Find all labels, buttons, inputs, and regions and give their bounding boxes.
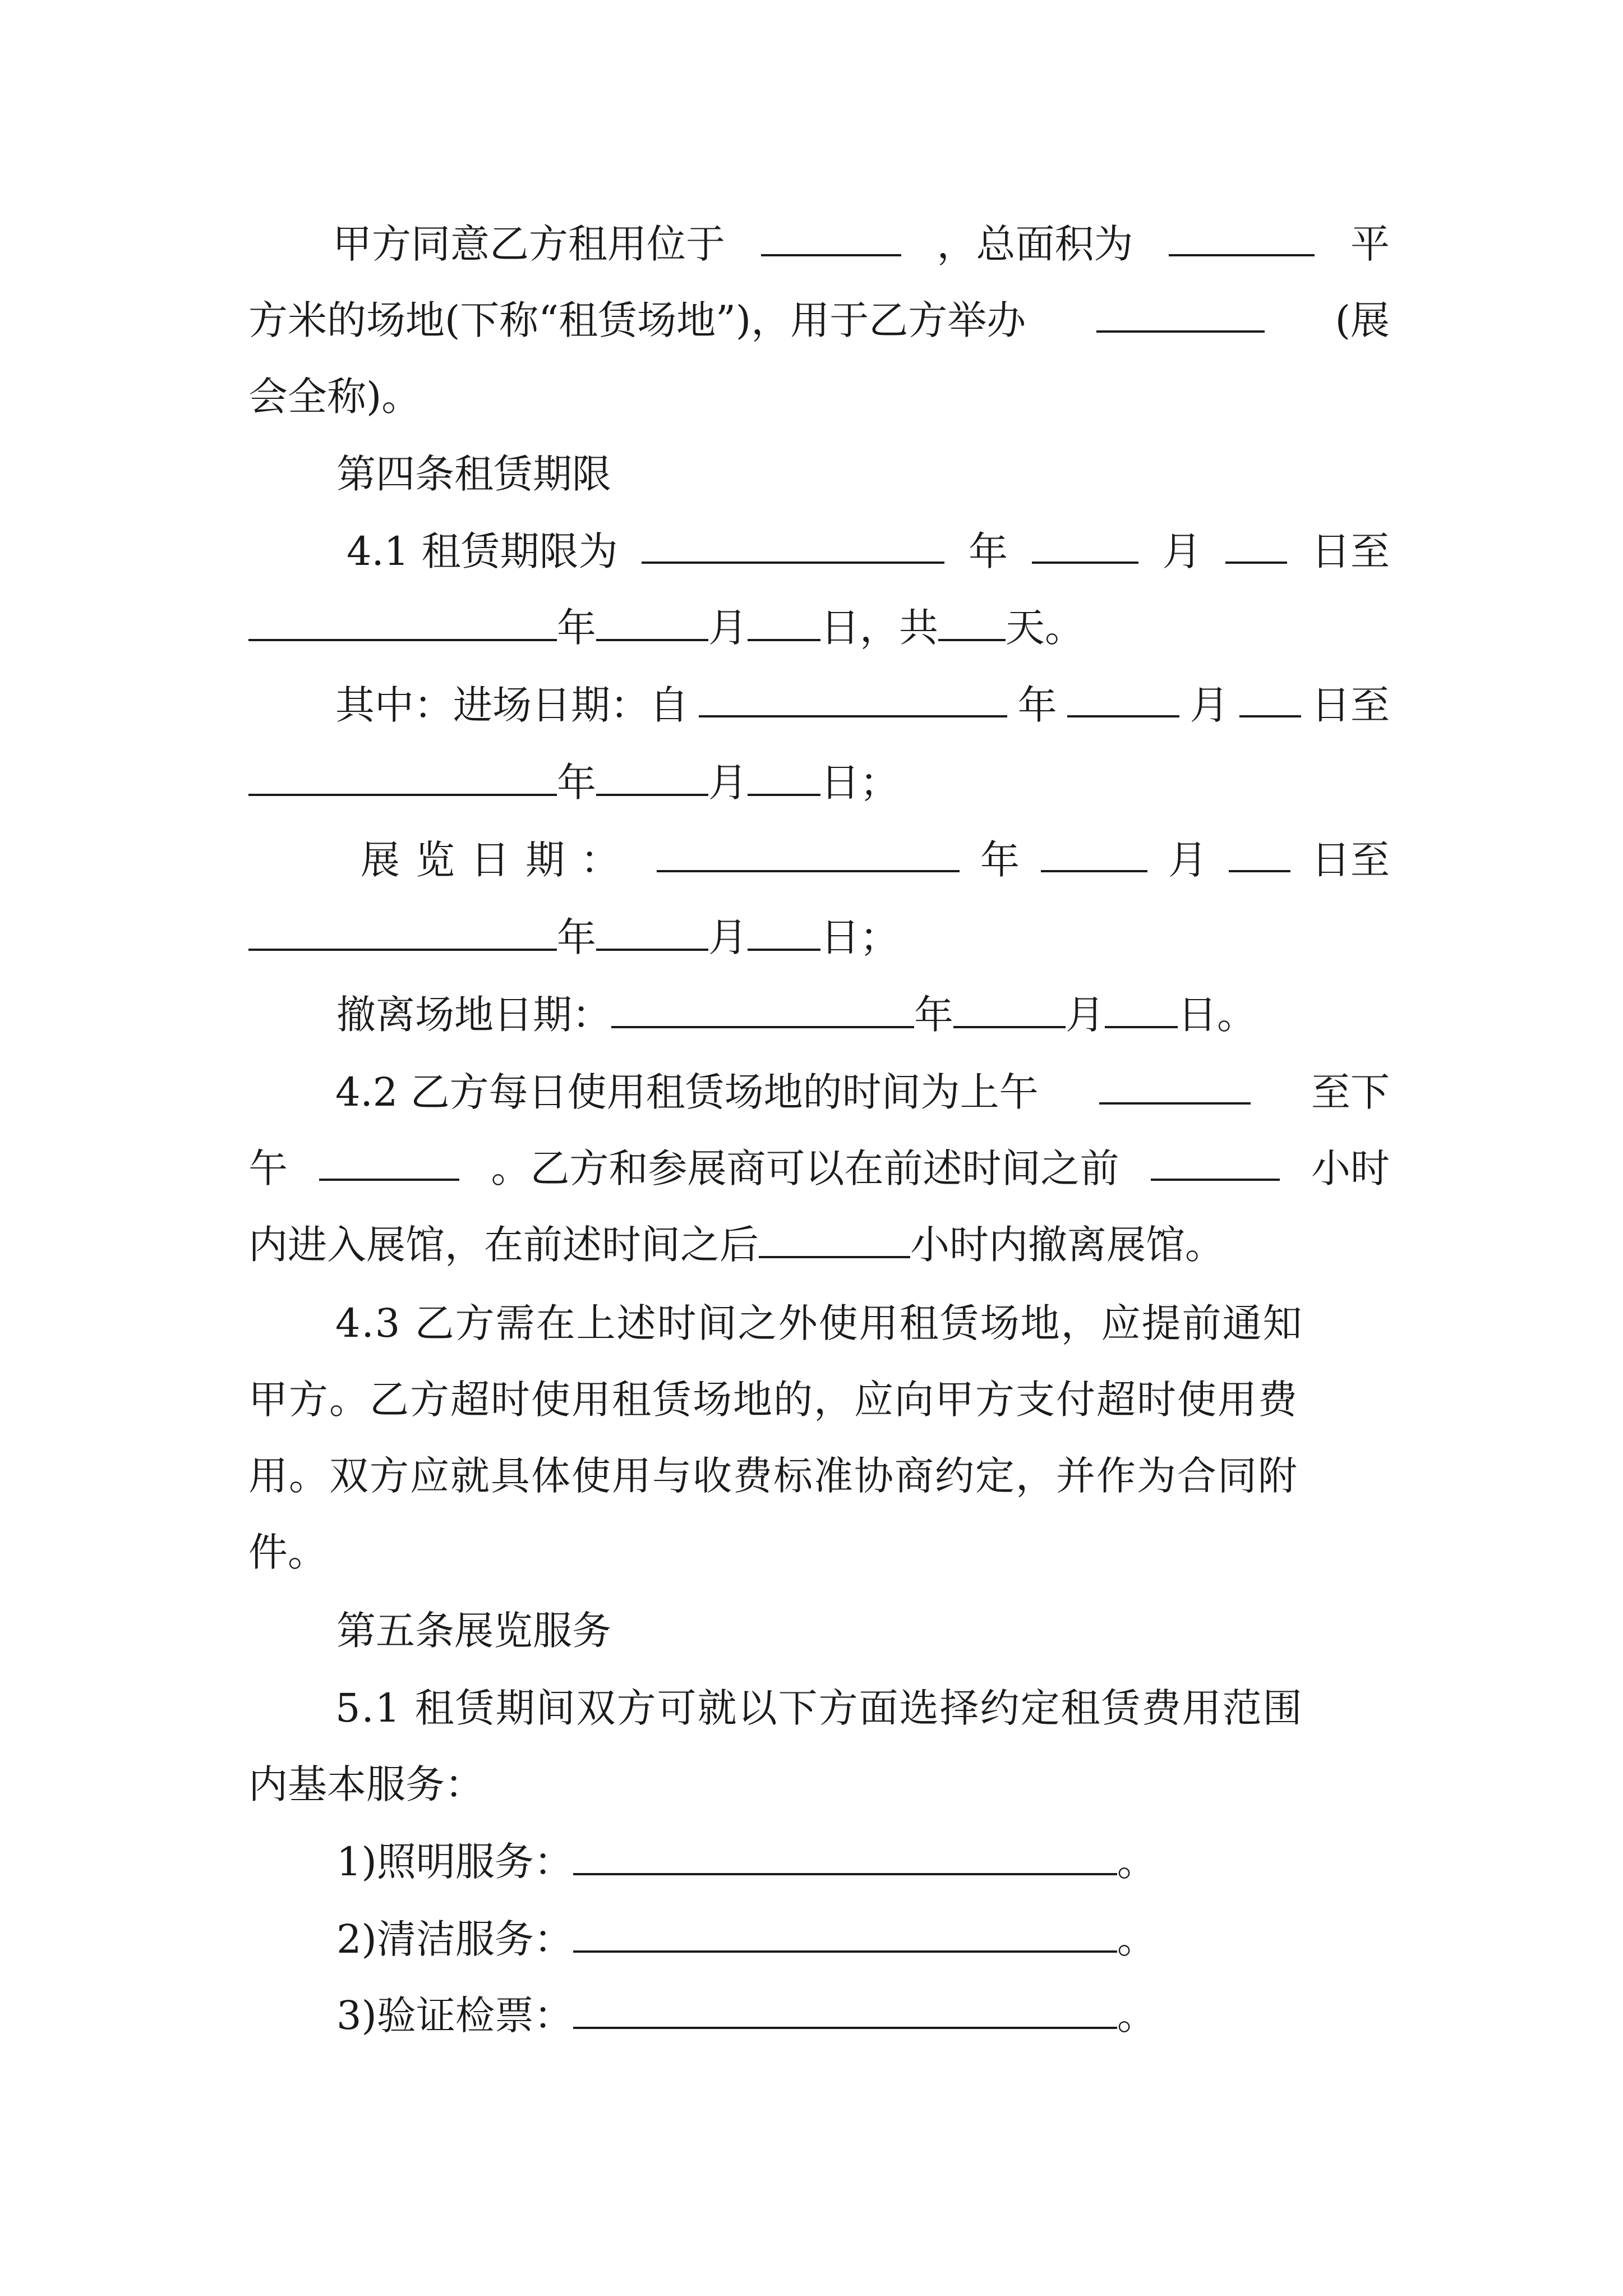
text-run: 天。 <box>1006 605 1084 651</box>
service-item <box>336 1989 1290 2042</box>
blank-field <box>1032 524 1138 564</box>
paragraph-line: 4.3 乙方需在上述时间之外使用租赁场地，应提前通知 <box>335 1300 1303 1346</box>
text-run: 内进入展馆，在前述时间之后 <box>248 1222 759 1268</box>
blank-field <box>596 912 708 951</box>
text-run: 月 <box>1066 992 1105 1038</box>
paragraph-line <box>248 910 1390 964</box>
blank-field <box>611 989 914 1028</box>
text-run: 日至 <box>1311 528 1390 574</box>
text-run: 撤离场地日期： <box>336 992 611 1038</box>
paragraph-line <box>248 524 1390 578</box>
blank-field <box>748 912 820 951</box>
paragraph-line: 用。双方应就具体使用与收费标准协商约定，并作为合同附 <box>248 1453 1298 1499</box>
text-run: 小时内撤离展馆。 <box>910 1222 1224 1268</box>
blank-field <box>953 989 1066 1028</box>
blank-field <box>938 602 1006 641</box>
text-run: 日； <box>820 760 899 806</box>
text-run: 日至 <box>1311 682 1390 728</box>
blank-field <box>657 833 960 872</box>
blank-field <box>319 1142 459 1181</box>
paragraph-line <box>248 1065 1390 1119</box>
paragraph-line: 内基本服务： <box>248 1761 484 1807</box>
text-run: 月 <box>1162 528 1202 574</box>
text-run: 日，共 <box>820 605 938 651</box>
paragraph-line <box>248 1218 1390 1272</box>
text-run: 年 <box>914 992 953 1038</box>
paragraph-line <box>248 756 1390 809</box>
blank-field <box>573 1990 1117 2029</box>
blank-field <box>759 1219 910 1258</box>
blank-field <box>1239 678 1301 717</box>
blank-field <box>1225 524 1287 564</box>
text-run: ，总面积为 <box>937 221 1133 267</box>
paragraph-line <box>248 601 1390 655</box>
text-run: 4.1 租赁期限为 <box>347 528 618 574</box>
blank-field <box>573 1836 1117 1875</box>
text-run: 月 <box>708 760 748 806</box>
blank-field <box>596 757 708 796</box>
article-heading: 第四条租赁期限 <box>336 451 611 497</box>
service-label: 3)验证检票： <box>336 1993 573 2039</box>
text-run: 平 <box>1350 221 1390 267</box>
text-run: 展览日期： <box>361 837 635 883</box>
blank-field <box>748 757 820 796</box>
blank-field <box>573 1913 1117 1953</box>
blank-field <box>699 678 1007 717</box>
text-run: 年 <box>557 760 596 806</box>
blank-field <box>248 757 557 796</box>
blank-field <box>248 912 557 951</box>
blank-field <box>1105 989 1178 1028</box>
blank-field <box>748 602 820 641</box>
paragraph-line <box>248 217 1390 271</box>
blank-field <box>1229 833 1290 872</box>
text-run: 午 <box>248 1145 288 1191</box>
blank-field <box>1041 833 1147 872</box>
blank-field <box>248 602 557 641</box>
paragraph-line: 甲方。乙方超时使用租赁场地的，应向甲方支付超时使用费 <box>248 1377 1298 1423</box>
paragraph-line: 件。 <box>248 1529 327 1575</box>
text-run: 年 <box>1017 682 1057 728</box>
text-run: 4.2 乙方每日使用租赁场地的时间为上午 <box>335 1069 1039 1115</box>
paragraph-line <box>336 988 1290 1042</box>
blank-field <box>1151 1142 1280 1181</box>
service-label: 2)清洁服务： <box>336 1916 573 1962</box>
paragraph-line: 会全称)。 <box>248 374 421 420</box>
text-run: 。 <box>1117 1993 1156 2039</box>
text-run: 年 <box>969 528 1008 574</box>
service-item <box>336 1912 1290 1966</box>
blank-field <box>1099 1065 1251 1105</box>
blank-field <box>1096 293 1265 333</box>
text-run: 至下 <box>1311 1069 1390 1115</box>
text-run: 。 <box>1117 1839 1156 1885</box>
article-heading: 第五条展览服务 <box>336 1608 611 1654</box>
text-run: 年 <box>557 914 596 960</box>
text-run: 日； <box>820 914 899 960</box>
service-item <box>336 1835 1290 1889</box>
text-run: 年 <box>980 837 1020 883</box>
text-run: (展 <box>1335 297 1390 343</box>
blank-field <box>1067 678 1179 717</box>
text-run: 月 <box>708 605 748 651</box>
paragraph-line: 5.1 租赁期间双方可就以下方面选择约定租赁费用范围 <box>335 1685 1303 1731</box>
text-run: 年 <box>557 605 596 651</box>
text-run: 小时 <box>1311 1145 1390 1191</box>
blank-field <box>1169 217 1315 256</box>
paragraph-line <box>248 678 1390 732</box>
paragraph-line <box>248 293 1390 347</box>
text-run: 月 <box>1168 837 1207 883</box>
text-run: 月 <box>708 914 748 960</box>
text-run: 。 <box>1117 1916 1156 1962</box>
text-run: 其中：进场日期：自 <box>335 682 689 728</box>
paragraph-line <box>248 1142 1390 1195</box>
blank-field <box>596 602 708 641</box>
service-label: 1)照明服务： <box>336 1839 573 1885</box>
text-run: 方米的场地(下称“租赁场地”)，用于乙方举办 <box>248 297 1026 343</box>
text-run: 。乙方和参展商可以在前述时间之前 <box>491 1145 1119 1191</box>
paragraph-line <box>248 833 1390 887</box>
blank-field <box>761 217 901 256</box>
text-run: 甲方同意乙方租用位于 <box>333 221 725 267</box>
blank-field <box>642 524 944 564</box>
text-run: 日。 <box>1178 992 1256 1038</box>
text-run: 日至 <box>1311 837 1390 883</box>
text-run: 月 <box>1189 682 1229 728</box>
